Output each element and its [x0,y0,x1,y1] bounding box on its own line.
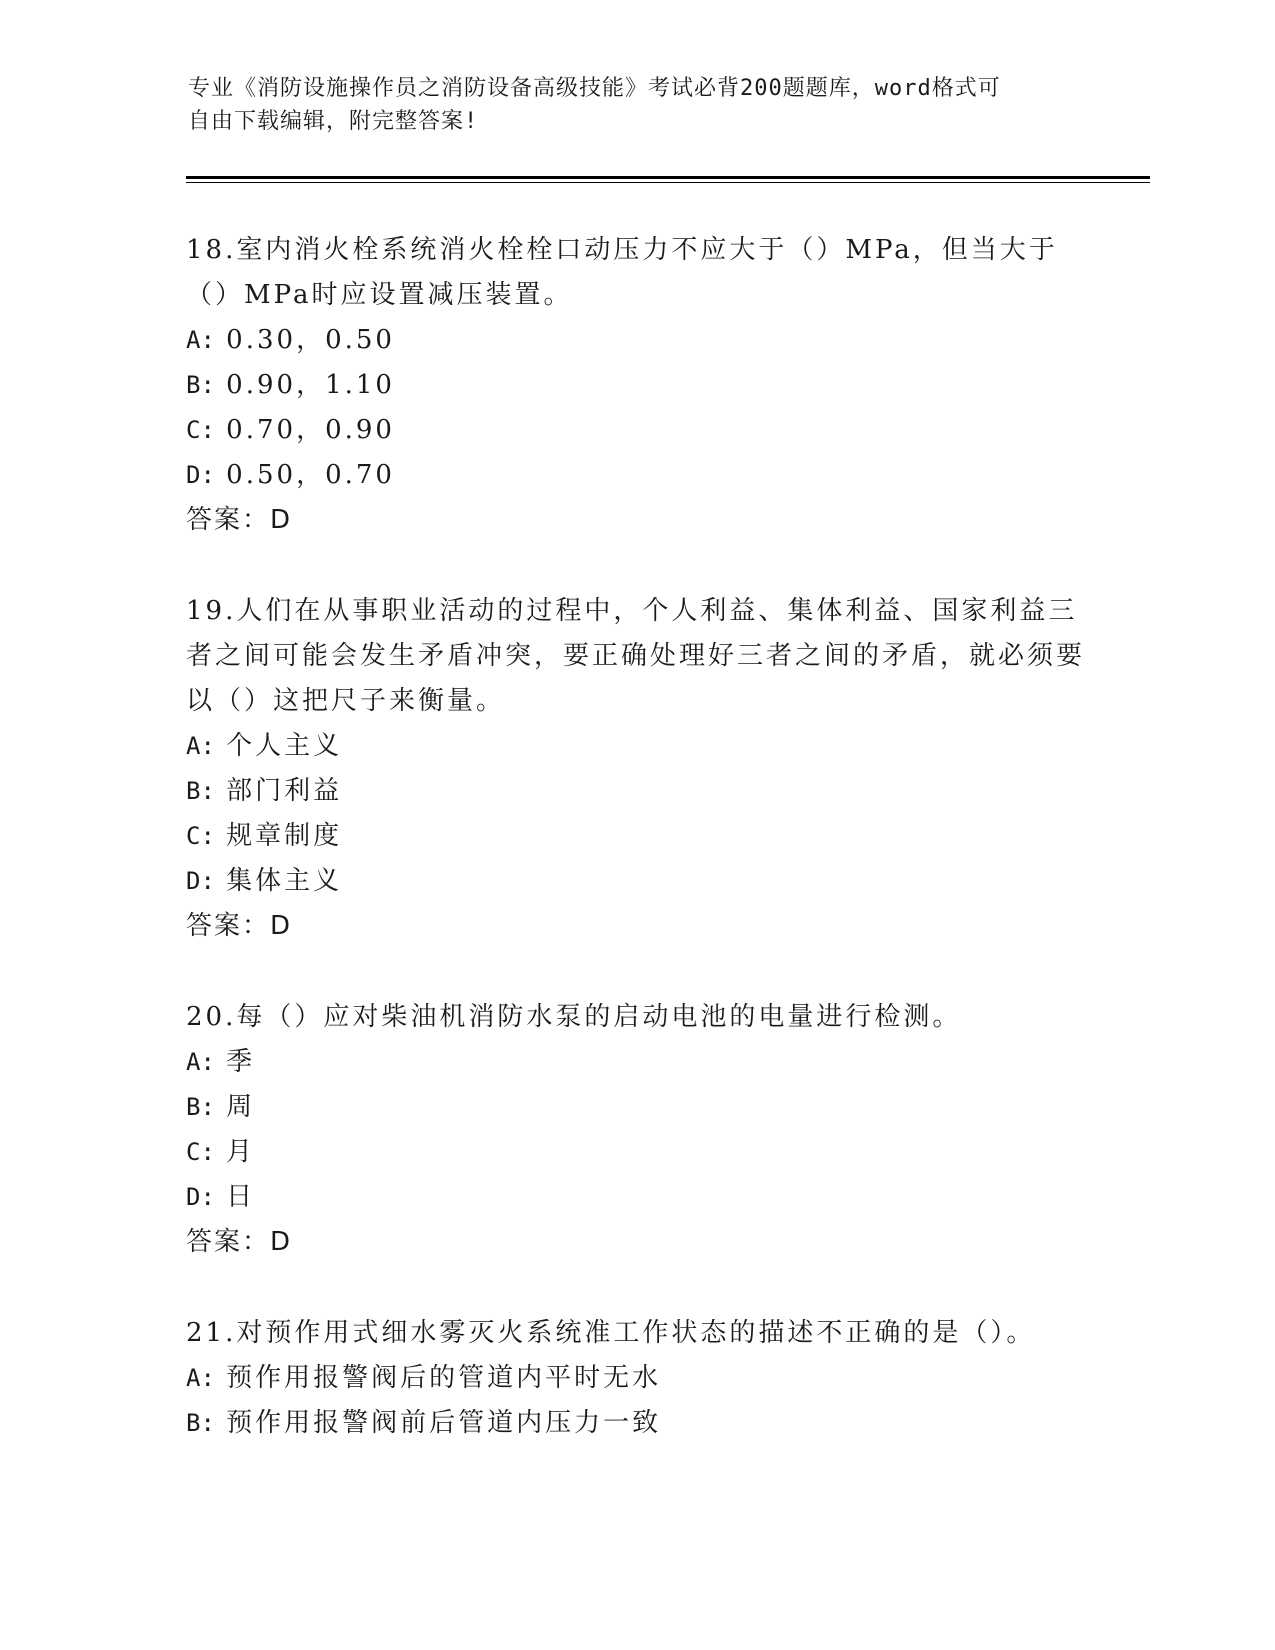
option-letter: B: [186,1409,215,1437]
option-letter: B: [186,777,215,805]
option-text: 月 [226,1137,256,1167]
option-b [186,1401,1086,1446]
answer-label: 答案：D [186,505,293,535]
option-letter: D: [186,461,215,489]
header-line-2: 自由下载编辑，附完整答案! [188,109,479,134]
option-text: 日 [226,1182,256,1212]
option-text: 预作用报警阀后的管道内平时无水 [226,1363,662,1393]
header-divider-thin [186,182,1150,183]
option-a [186,318,1086,363]
option-text: 0.90，1.10 [226,370,395,400]
option-c [186,408,1086,453]
option-text: 部门利益 [226,776,343,806]
option-text: 0.70，0.90 [226,415,395,445]
option-letter: A: [186,732,215,760]
header-line-1: 专业《消防设施操作员之消防设备高级技能》考试必背200题题库，word格式可 [188,76,1001,101]
question-19 [186,589,1086,949]
option-d [186,859,1086,904]
option-d [186,453,1086,498]
option-letter: D: [186,867,215,895]
option-a [186,1040,1086,1085]
answer-label: 答案：D [186,1227,293,1257]
option-letter: B: [186,1093,215,1121]
question-list [186,228,1086,1492]
option-text: 0.30，0.50 [226,325,395,355]
option-a [186,724,1086,769]
option-b [186,363,1086,408]
document-header [188,72,1068,138]
option-text: 集体主义 [226,866,343,896]
question-text: 20.每（）应对柴油机消防水泵的启动电池的电量进行检测。 [186,1002,962,1032]
question-21 [186,1311,1086,1446]
question-text: 18.室内消火栓系统消火栓栓口动压力不应大于（）MPa，但当大于（）MPa时应设置减压装置。 [186,235,1058,310]
option-d [186,1175,1086,1220]
option-letter: A: [186,1048,215,1076]
question-20 [186,995,1086,1265]
option-letter: C: [186,1138,215,1166]
option-letter: A: [186,326,215,354]
option-a [186,1356,1086,1401]
header-divider-thick [186,176,1150,179]
option-text: 季 [226,1047,256,1077]
option-text: 预作用报警阀前后管道内压力一致 [226,1408,662,1438]
question-text: 19.人们在从事职业活动的过程中，个人利益、集体利益、国家利益三者之间可能会发生矛盾冲突，要正确处理好三者之间的矛盾，就必须要以（）这把尺子来衡量。 [186,596,1086,716]
answer-label: 答案：D [186,911,293,941]
option-letter: C: [186,822,215,850]
option-c [186,1130,1086,1175]
option-text: 规章制度 [226,821,343,851]
question-text: 21.对预作用式细水雾灭火系统准工作状态的描述不正确的是（）。 [186,1318,1036,1348]
option-text: 0.50，0.70 [226,460,395,490]
option-c [186,814,1086,859]
option-text: 周 [226,1092,256,1122]
option-letter: A: [186,1364,215,1392]
question-18 [186,228,1086,543]
option-letter: B: [186,371,215,399]
option-letter: C: [186,416,215,444]
option-b [186,1085,1086,1130]
option-b [186,769,1086,814]
option-letter: D: [186,1183,215,1211]
option-text: 个人主义 [226,731,343,761]
